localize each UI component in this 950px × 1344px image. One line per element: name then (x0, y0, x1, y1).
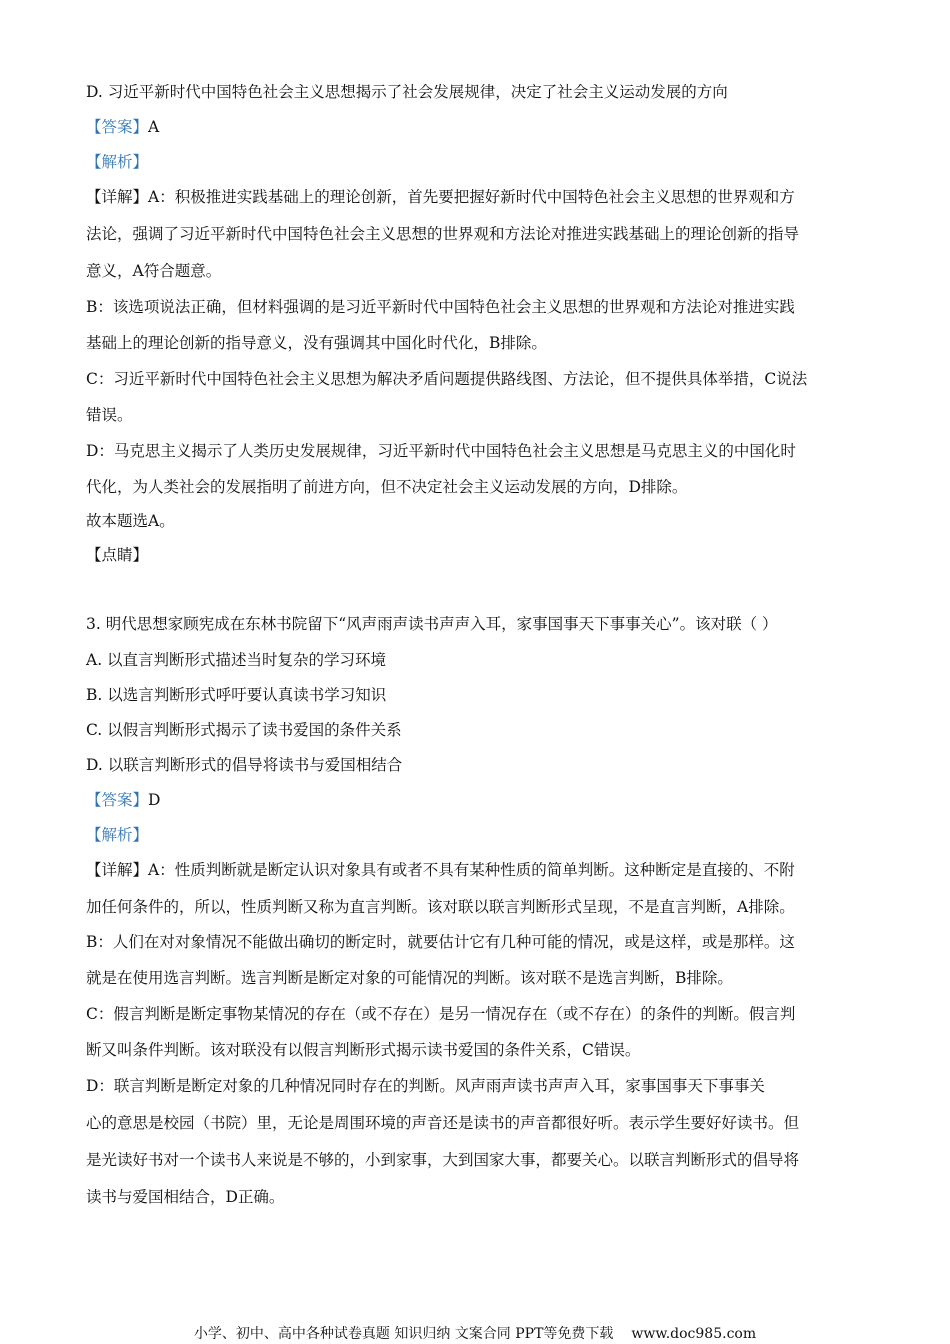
detail-text: A：积极推进实践基础上的理论创新，首先要把握好新时代中国特色社会主义思想的世界观和方 (148, 188, 795, 206)
q3-analysis-tag: 【解析】 (86, 826, 149, 844)
q3-answer-row (86, 790, 160, 810)
answer-tag: 【答案】 (86, 118, 149, 136)
footer-url[interactable]: www.doc985.com (631, 1326, 757, 1342)
q3-option-d: D. 以联言判断形式的倡导将读书与爱国相结合 (86, 756, 403, 774)
q2-detail-line: 代化，为人类社会的发展指明了前进方向，但不决定社会主义运动发展的方向，D排除。 (86, 478, 688, 496)
q2-answer-row (86, 117, 159, 137)
q3-detail-line: B：人们在对对象情况不能做出确切的断定时，就要估计它有几种可能的情况，或是这样，或是那样。这 (86, 933, 795, 951)
q2-detail-line: 法论，强调了习近平新时代中国特色社会主义思想的世界观和方法论对推进实践基础上的理论创新的指导 (86, 225, 800, 243)
detail-text: A：性质判断就是断定认识对象具有或者不具有某种性质的简单判断。这种断定是直接的、不附 (148, 861, 795, 879)
q2-detail-line: 故本题选A。 (86, 512, 175, 530)
q2-detail-line: 错误。 (86, 406, 133, 424)
q3-detail-line: C：假言判断是断定事物某情况的存在（或不存在）是另一情况存在（或不存在）的条件的判断。假言判 (86, 1005, 796, 1023)
answer-tag: 【答案】 (86, 791, 149, 809)
q2-detail-line: B：该选项说法正确，但材料强调的是习近平新时代中国特色社会主义思想的世界观和方法论对推进实践 (86, 298, 795, 316)
q3-detail-line: 读书与爱国相结合，D正确。 (86, 1188, 285, 1206)
q2-detail-line: D：马克思主义揭示了人类历史发展规律，习近平新时代中国特色社会主义思想是马克思主义的中国化时 (86, 442, 796, 460)
q2-detail-line (86, 187, 795, 207)
q2-detail-line: 意义，A符合题意。 (86, 262, 222, 280)
q3-option-a: A. 以直言判断形式描述当时复杂的学习环境 (86, 651, 387, 669)
detail-tag: 【详解】 (86, 188, 149, 206)
q3-detail-line: 心的意思是校园（书院）里，无论是周围环境的声音还是读书的声音都很好听。表示学生要好好读书。但 (86, 1114, 800, 1132)
q3-detail-line: 是光读好书对一个读书人来说是不够的，小到家事，大到国家大事，都要关心。以联言判断形式的倡导将 (86, 1151, 800, 1169)
q3-detail-line: 断又叫条件判断。该对联没有以假言判断形式揭示读书爱国的条件关系，C错误。 (86, 1041, 641, 1059)
answer-value: D (148, 791, 161, 809)
q2-comment-tag: 【点睛】 (86, 546, 149, 564)
footer-text: 小学、初中、高中各种试卷真题 知识归纳 文案合同 PPT等免费下载 (193, 1326, 614, 1342)
q3-detail-line: 加任何条件的，所以，性质判断又称为直言判断。该对联以联言判断形式呈现，不是直言判断，A排除。 (86, 898, 795, 916)
q3-option-c: C. 以假言判断形式揭示了读书爱国的条件关系 (86, 721, 402, 739)
q3-detail-line: 就是在使用选言判断。选言判断是断定对象的可能情况的判断。该对联不是选言判断，B排除。 (86, 969, 733, 987)
q3-stem: 3. 明代思想家顾宪成在东林书院留下“风声雨声读书声声入耳，家事国事天下事事关心”。该对联（ ） (86, 615, 778, 633)
page-footer (0, 1323, 950, 1343)
q3-detail-line: D：联言判断是断定对象的几种情况同时存在的判断。风声雨声读书声声入耳，家事国事天下事事关 (86, 1077, 765, 1095)
q3-detail-line (86, 860, 795, 880)
answer-value: A (148, 118, 160, 136)
detail-tag: 【详解】 (86, 861, 149, 879)
q2-detail-line: 基础上的理论创新的指导意义，没有强调其中国化时代化，B排除。 (86, 334, 547, 352)
q2-analysis-tag: 【解析】 (86, 153, 149, 171)
q3-option-b: B. 以选言判断形式呼吁要认真读书学习知识 (86, 686, 387, 704)
q2-detail-line: C：习近平新时代中国特色社会主义思想为解决矛盾问题提供路线图、方法论，但不提供具体举措，C说法 (86, 370, 808, 388)
q2-option-d: D. 习近平新时代中国特色社会主义思想揭示了社会发展规律，决定了社会主义运动发展的方向 (86, 83, 728, 101)
